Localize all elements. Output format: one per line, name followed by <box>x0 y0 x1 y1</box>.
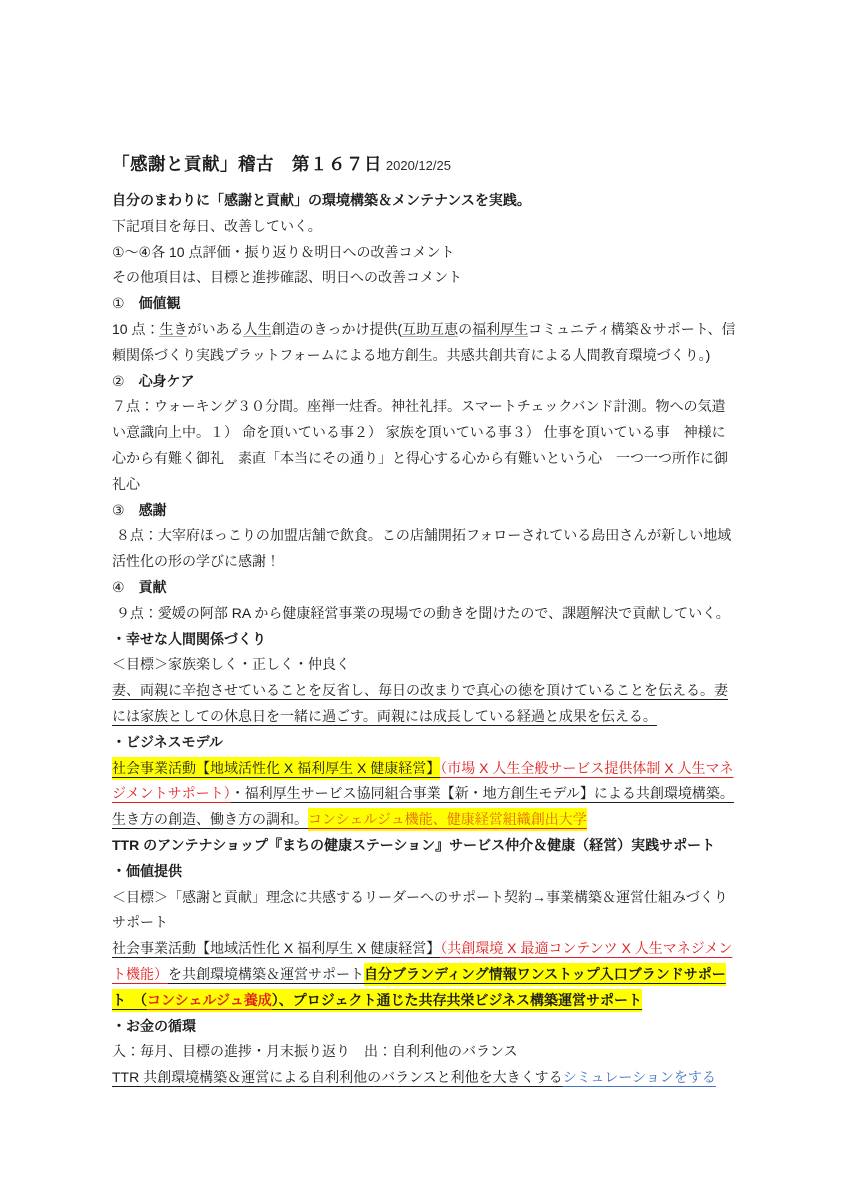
text-run: 自分ブランディング情報ワンストップ入口ブランドサポート <box>112 963 726 1012</box>
text-run: を共創環境構築＆運営サポート <box>168 965 364 982</box>
text-run: （共創環境 X 最適コンテンツ X 人生マネジメント機能） <box>112 940 733 982</box>
text-run: ＜目標＞「感謝と貢献」理念に共感するリーダーへのサポート契約→事業構築＆運営仕組みづくりサポート <box>112 888 728 931</box>
text-run: ８点：大宰府ほっこりの加盟店舗で飲食。この店舗開拓フォローされている島田さんが新しい地域活性化の形の学びに感謝！ <box>112 527 732 570</box>
text-run: 自分のまわりに「感謝と貢献」の環境構築＆メンテナンスを実践。 <box>112 192 531 208</box>
text-run: ７点：ウォーキング３０分間。座禅一炷香。神社礼拝。スマートチェックバンド計測。物への気遣い意識向上中。１） 命を頂いている事２） 家族を頂いている事３） 仕事を頂いている事 神様に心から有難く御礼 素直「本当にその通り」と得心する心から有難いという心 一つ一つ所作に御礼心 <box>112 398 728 492</box>
paragraph <box>112 394 739 497</box>
text-run: 互助互恵 <box>402 320 459 337</box>
text-run: ① <box>112 295 139 312</box>
section-heading-1 <box>112 291 739 317</box>
text-run: ・価値提供 <box>112 862 182 879</box>
text-run: ② <box>112 372 139 389</box>
text-run: ９点：愛媛の阿部 RA から健康経営事業の現場での動きを聞けたので、課題解決で貢献していく。 <box>112 604 730 621</box>
text-run: 入：毎月、目標の進捗・月末振り返り 出：自利利他のバランス <box>112 1043 518 1060</box>
text-run: ④ <box>112 578 139 595</box>
text-run: 貢献 <box>138 578 167 595</box>
section-heading-4 <box>112 575 739 601</box>
section-heading-value <box>112 859 739 885</box>
text-run: がいある <box>187 320 244 337</box>
section-heading-2 <box>112 369 739 395</box>
paragraph <box>112 523 739 575</box>
text-run: ①～④各 10 点評価・振り返り＆明日への改善コメント <box>112 243 455 260</box>
paragraph <box>112 601 739 627</box>
text-run: ・お金の循環 <box>112 1017 196 1034</box>
paragraph <box>112 317 739 369</box>
text-run: ・幸せな人間関係づくり <box>112 630 266 647</box>
text-run: コンシェルジュ機能、健康経営組織創出大学 <box>308 808 587 831</box>
paragraph <box>112 678 739 730</box>
document-title <box>112 151 739 179</box>
paragraph <box>112 188 739 214</box>
text-run: TTR 共創環境構築＆運営による自利利他のバランスと利他を大きくする <box>112 1069 563 1086</box>
section-heading-money <box>112 1014 739 1040</box>
page-title: 「感謝と貢献」稽古 第１６７日 <box>112 154 382 174</box>
paragraph <box>112 1039 739 1065</box>
text-run: 社会事業活動【地域活性化 X 福利厚生 X 健康経営】 <box>112 940 441 957</box>
text-run: 福利厚生 <box>472 320 529 337</box>
paragraph <box>112 936 739 1013</box>
text-run: 生き <box>159 320 188 337</box>
text-run: 人生 <box>243 320 272 337</box>
text-run: ③ <box>112 501 139 518</box>
paragraph <box>112 833 739 859</box>
section-heading-relationships <box>112 627 739 653</box>
text-run: 社会事業活動【地域活性化 X 福利厚生 X 健康経営】 <box>112 757 440 780</box>
text-run: 価値観 <box>138 295 181 312</box>
simulation-link[interactable]: シミュレーションをする <box>562 1069 716 1086</box>
section-heading-business-model <box>112 730 739 756</box>
text-run: ・福利厚生サービス協同組合事業【新・地方創生モデル】による共創環境構築。生き方の創造、働き方の調和。 <box>112 785 734 828</box>
paragraph <box>112 756 739 833</box>
text-run: その他項目は、目標と進捗確認、明日への改善コメント <box>112 269 462 286</box>
text-run: （市場 X 人生全般サービス提供体制 X 人生マネジメントサポート） <box>112 759 734 802</box>
text-run: ）、プロジェクト通じた共存共栄ビジネス構築運営サポート <box>272 989 642 1012</box>
text-run: 感謝 <box>138 501 167 518</box>
paragraph <box>112 885 739 937</box>
text-run: ・ビジネスモデル <box>112 733 223 750</box>
text-run: の <box>458 320 473 337</box>
text-run: コミュニティ構築＆サポート、信頼関係づくり実践プラットフォームによる地方創生。共感共創共育による人間教育環境づくり。) <box>112 320 736 363</box>
text-run: 下記項目を毎日、改善していく。 <box>112 217 322 234</box>
date-label: 2020/12/25 <box>385 158 451 173</box>
text-run: 妻、両親に辛抱させていることを反省し、毎日の改まりで真心の徳を頂けていることを伝える。妻には家族としての休息日を一緒に過ごす。両親には成長している経過と成果を伝える。 <box>112 682 728 724</box>
text-run: 心身ケア <box>138 372 195 389</box>
section-heading-3 <box>112 498 739 524</box>
paragraph <box>112 265 739 291</box>
text-run: （ <box>126 989 147 1012</box>
paragraph <box>112 214 739 240</box>
paragraph <box>112 1065 739 1091</box>
text-run: 創造のきっかけ提供( <box>271 320 403 337</box>
text-run: 10 点： <box>112 320 160 337</box>
text-run: TTR のアンテナショップ『まちの健康ステーション』サービス仲介＆健康（経営）実践サポート <box>112 836 716 853</box>
paragraph <box>112 240 739 266</box>
paragraph <box>112 652 739 678</box>
text-run: コンシェルジュ養成 <box>147 989 272 1012</box>
document-body <box>112 151 739 1091</box>
text-run: ＜目標＞家族楽しく・正しく・仲良く <box>112 656 350 673</box>
